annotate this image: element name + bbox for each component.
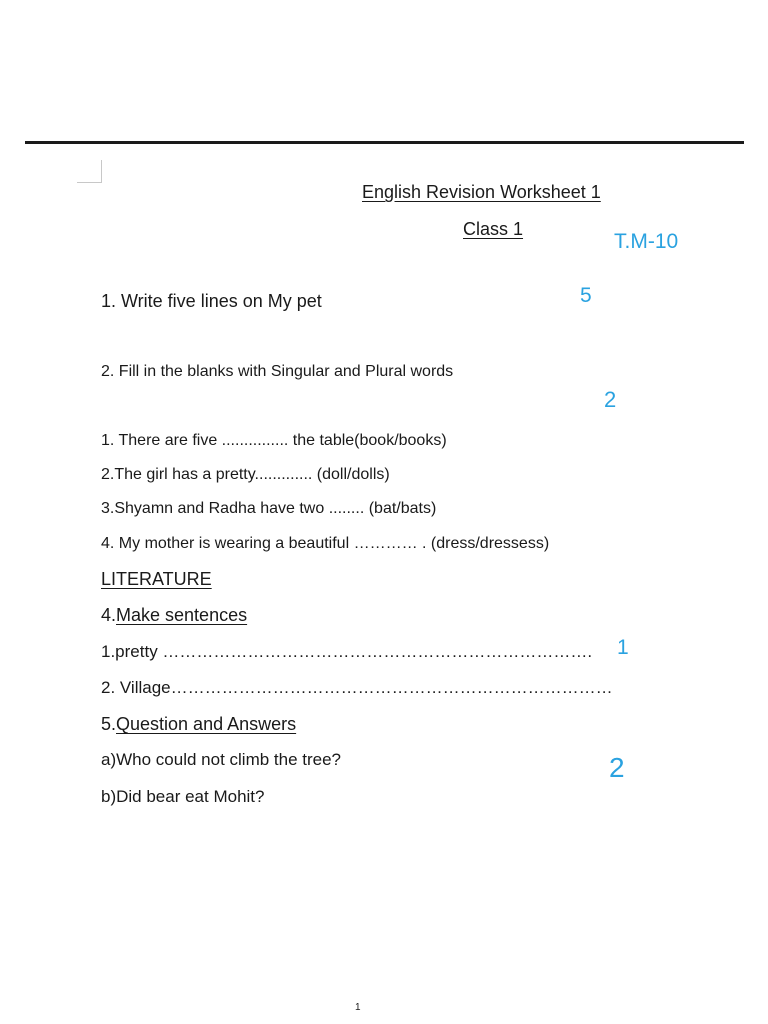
blank-item-3: 3.Shyamn and Radha have two ........ (bat/bats)	[101, 500, 437, 517]
question-2-marks: 2	[604, 387, 617, 412]
blank-item-4: 4. My mother is wearing a beautiful ………… . (dress/dressess)	[101, 535, 550, 552]
class-label: Class 1	[463, 219, 524, 239]
sentence-item-1: 1.pretty ………………………………………………………………….	[101, 642, 593, 661]
question-5-number: 5.	[101, 714, 117, 734]
blank-item-2: 2.The girl has a pretty............. (doll/dolls)	[101, 466, 390, 483]
question-5-heading	[101, 714, 296, 735]
top-rule	[25, 141, 744, 144]
worksheet-title: English Revision Worksheet 1	[362, 182, 601, 202]
question-5-item-a: a)Who could not climb the tree?	[101, 750, 342, 769]
question-2-heading: 2. Fill in the blanks with Singular and Plural words	[101, 363, 454, 380]
page-number: 1	[355, 1002, 361, 1013]
question-5-marks: 2	[609, 752, 625, 783]
blank-item-1: 1. There are five ............... the table(book/books)	[101, 432, 447, 449]
question-5-title: Question and Answers	[116, 714, 297, 734]
question-4-heading	[101, 605, 247, 626]
question-4-marks: 1	[617, 636, 629, 659]
question-4-number: 4.	[101, 605, 117, 625]
question-1: 1. Write five lines on My pet	[101, 291, 322, 311]
question-5-item-b: b)Did bear eat Mohit?	[101, 787, 265, 806]
sentence-item-2: 2. Village……………………………………………………………………	[101, 678, 613, 697]
total-marks: T.M-10	[614, 230, 679, 253]
literature-heading: LITERATURE	[101, 569, 212, 589]
question-1-marks: 5	[580, 284, 592, 307]
margin-corner-mark	[77, 160, 102, 183]
question-4-title: Make sentences	[116, 605, 248, 625]
